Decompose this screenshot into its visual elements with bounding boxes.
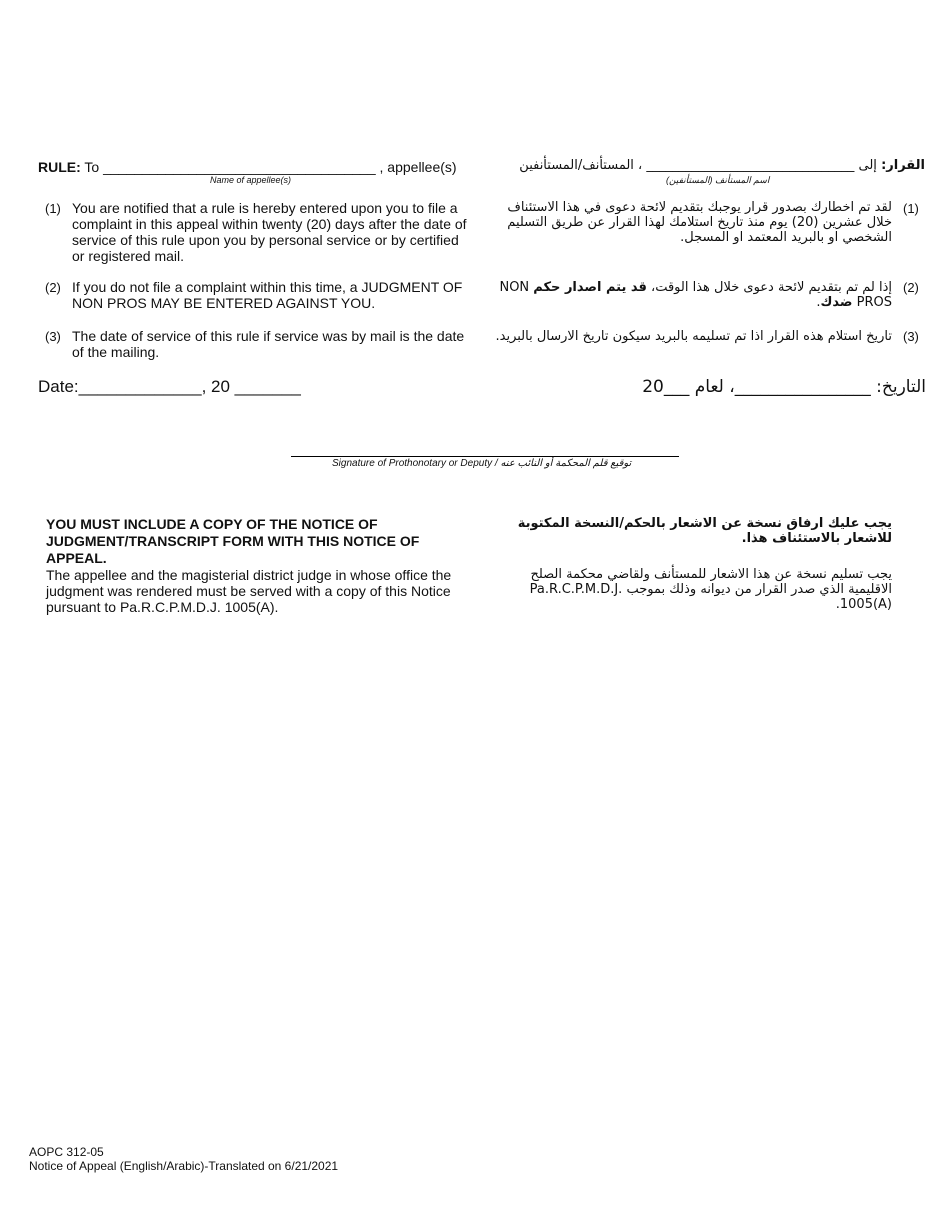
date-line-ar: التاريخ: ________________، لعام ___20 <box>642 377 926 397</box>
appellee-name-blank-ar[interactable]: ________________________________ <box>646 158 855 173</box>
item-number: (1) <box>45 201 61 216</box>
item-number-ar: (1) <box>903 201 919 216</box>
signature-caption: Signature of Prothonotary or Deputy / توقيع قلم المحكمة أو النائب عنه <box>332 458 632 469</box>
item-number: (2) <box>45 280 61 295</box>
rule-to: To <box>84 159 100 175</box>
date-label-ar: التاريخ: <box>876 377 926 397</box>
rule-label: RULE: <box>38 159 81 175</box>
rule-suffix: , appellee(s) <box>379 159 457 175</box>
item-text: The date of service of this rule if service was by mail is the date of the mailing. <box>72 328 465 360</box>
notice-heading-en: YOU MUST INCLUDE A COPY OF THE NOTICE OF JUDGMENT/TRANSCRIPT FORM WITH THIS NOTICE OF APPEAL. <box>46 516 420 566</box>
rule-label-ar: القرار: <box>881 158 925 173</box>
item-text-ar: لقد تم اخطارك بصدور قرار يوجبك بتقديم لائحة دعوى في هذا الاستئناف خلال عشرين (20) يوم منذ تاريخ استلامك لهذا القرار عن طريق التسليم الشخصي او بالبريد المعتمد او المسجل. <box>507 200 892 245</box>
date-blank[interactable]: _____________ <box>78 377 202 396</box>
notice-body-ar: يجب تسليم نسخة عن هذا الاشعار للمستأنف ولقاضي محكمة الصلح الاقليمية الذي صدر القرار من ديوانه وذلك بموجب Pa.R.C.P.M.D.J. 1005(A). <box>529 567 892 612</box>
date-label: Date: <box>38 377 79 396</box>
item-number-ar: (3) <box>903 329 919 344</box>
form-id: AOPC 312-05 <box>29 1145 104 1159</box>
rule-line-ar <box>505 158 925 173</box>
appellee-name-blank[interactable]: ___________________________________ <box>103 159 376 175</box>
appellee-name-caption: Name of appellee(s) <box>210 175 292 185</box>
rule-suffix-ar: ، المستأنف/المستأنفين <box>519 158 643 173</box>
date-blank-ar[interactable]: ________________ <box>734 377 871 397</box>
item-text-ar: إذا لم تم بتقديم لائحة دعوى خلال هذا الوقت، قد يتم اصدار حكم NON PROS ضدك. <box>499 280 892 310</box>
notice-heading-ar: يجب عليك ارفاق نسخة عن الاشعار بالحكم/النسخة المكتوبة للاشعار بالاستئناف هذا. <box>517 516 892 546</box>
appellee-name-caption-ar: اسم المستأنف (المستأنفين) <box>666 175 770 185</box>
date-line-en: Date:_____________, 20 _______ <box>38 377 301 396</box>
signature-line[interactable] <box>291 455 679 457</box>
item-text: You are notified that a rule is hereby entered upon you to file a complaint in this appeal within twenty (20) days after the date of service of this rule upon you by personal service or by certified or registered mail. <box>72 200 467 264</box>
item-number: (3) <box>45 329 61 344</box>
item-text-ar: تاريخ استلام هذه القرار اذا تم تسليمه بالبريد سيكون تاريخ الارسال بالبريد. <box>495 329 892 344</box>
item-text: If you do not file a complaint within this time, a JUDGMENT OF NON PROS MAY BE ENTERED AGAINST YOU. <box>72 279 463 311</box>
year-blank-ar[interactable]: ___ <box>663 377 690 397</box>
rule-to-ar: إلى <box>858 158 877 173</box>
year-blank[interactable]: _______ <box>234 377 301 396</box>
notice-body-en: The appellee and the magisterial district judge in whose office the judgment was rendered must be served with a copy of this Notice pursuant to Pa.R.C.P.M.D.J. 1005(A). <box>46 567 452 615</box>
item-number-ar: (2) <box>903 280 919 295</box>
rule-line-en <box>38 159 478 175</box>
form-title: Notice of Appeal (English/Arabic)-Translated on 6/21/2021 <box>29 1159 339 1173</box>
